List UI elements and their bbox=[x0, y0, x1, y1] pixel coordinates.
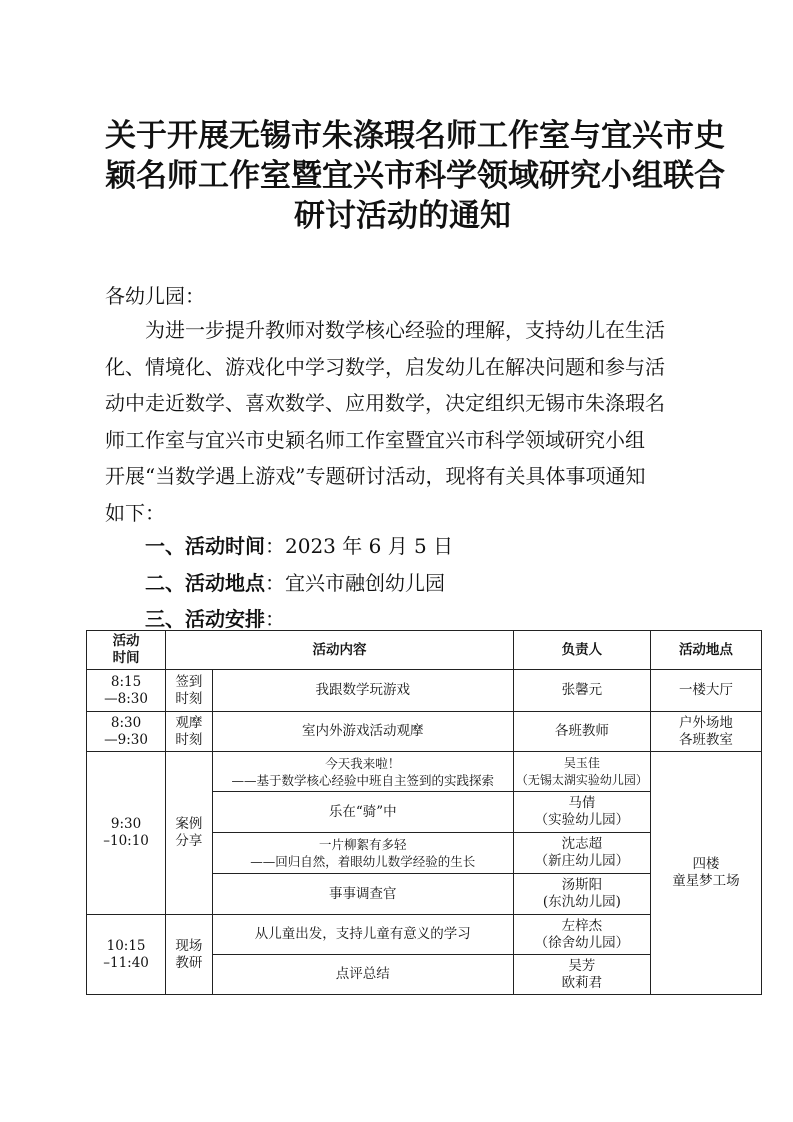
cell-person: 吴玉佳 （无锡太湖实验幼儿园） bbox=[513, 752, 650, 792]
cell-content: 事事调查官 bbox=[212, 874, 513, 915]
item-value: ：宜兴市融创幼儿园 bbox=[265, 571, 445, 595]
item-label: 三、活动安排 bbox=[145, 607, 265, 631]
paragraph-line: 开展“当数学遇上游戏”专题研讨活动，现将有关具体事项通知 bbox=[105, 464, 646, 488]
document-title bbox=[105, 116, 725, 236]
cell-person: 沈志超 （新庄幼儿园） bbox=[513, 833, 650, 874]
cell-person: 左梓杰 （徐舍幼儿园） bbox=[513, 915, 650, 955]
cell-person: 张馨元 bbox=[513, 670, 650, 712]
cell-content: 乐在“骑”中 bbox=[212, 792, 513, 833]
cell-time: 10:15 –11:40 bbox=[87, 915, 166, 995]
cell-person: 各班教师 bbox=[513, 712, 650, 752]
intro-paragraph bbox=[105, 312, 695, 531]
paragraph-line: 动中走近数学、喜欢数学、应用数学，决定组织无锡市朱涤瑕名 bbox=[105, 391, 665, 415]
header-place: 活动地点 bbox=[650, 631, 761, 670]
item-activity-time bbox=[145, 530, 453, 559]
cell-person: 吴芳 欧莉君 bbox=[513, 955, 650, 995]
title-line: 研讨活动的通知 bbox=[294, 198, 511, 234]
paragraph-line: 师工作室与宜兴市史颖名师工作室暨宜兴市科学领域研究小组 bbox=[105, 427, 645, 452]
cell-person: 汤斯阳 (东氿幼儿园) bbox=[513, 874, 650, 915]
paragraph-line: 为进一步提升教师对数学核心经验的理解，支持幼儿在生活 bbox=[145, 318, 665, 342]
table-row bbox=[87, 712, 762, 752]
item-activity-schedule bbox=[145, 603, 285, 632]
cell-type: 签到 时刻 bbox=[166, 670, 213, 712]
salutation: 各幼儿园： bbox=[105, 284, 205, 308]
cell-place: 四楼 童星梦工场 bbox=[650, 752, 761, 995]
table-row bbox=[87, 752, 762, 792]
item-activity-place bbox=[145, 567, 445, 596]
cell-type: 现场 教研 bbox=[166, 915, 213, 995]
cell-content: 从儿童出发，支持儿童有意义的学习 bbox=[212, 915, 513, 955]
cell-time: 8:30 —9:30 bbox=[87, 712, 166, 752]
item-value: ：2023 年 6 月 5 日 bbox=[265, 534, 454, 558]
schedule-table bbox=[86, 630, 762, 995]
item-value: ： bbox=[265, 607, 285, 631]
cell-place: 户外场地 各班教室 bbox=[650, 712, 761, 752]
item-label: 一、活动时间 bbox=[145, 534, 265, 558]
cell-content: 室内外游戏活动观摩 bbox=[212, 712, 513, 752]
cell-content: 点评总结 bbox=[212, 955, 513, 995]
header-person: 负责人 bbox=[513, 631, 650, 670]
cell-time: 8:15 —8:30 bbox=[87, 670, 166, 712]
item-label: 二、活动地点 bbox=[145, 571, 265, 595]
header-content: 活动内容 bbox=[166, 631, 514, 670]
cell-place: 一楼大厅 bbox=[650, 670, 761, 712]
header-time: 活动 时间 bbox=[87, 631, 166, 670]
cell-content: 今天我来啦！ ——基于数学核心经验中班自主签到的实践探索 bbox=[212, 752, 513, 792]
cell-type: 案例 分享 bbox=[166, 752, 213, 915]
cell-time: 9:30 –10:10 bbox=[87, 752, 166, 915]
title-line: 颖名师工作室暨宜兴市科学领域研究小组联合 bbox=[105, 158, 725, 194]
cell-person: 马倩 （实验幼儿园） bbox=[513, 792, 650, 833]
cell-content: 一片柳絮有多轻 ——回归自然，着眼幼儿数学经验的生长 bbox=[212, 833, 513, 874]
table-header-row bbox=[87, 631, 762, 670]
title-line: 关于开展无锡市朱涤瑕名师工作室与宜兴市史 bbox=[105, 118, 725, 154]
cell-content: 我跟数学玩游戏 bbox=[212, 670, 513, 712]
paragraph-line: 如下： bbox=[105, 500, 165, 525]
table-row bbox=[87, 670, 762, 712]
paragraph-line: 化、情境化、游戏化中学习数学，启发幼儿在解决问题和参与活 bbox=[105, 354, 665, 379]
cell-type: 观摩 时刻 bbox=[166, 712, 213, 752]
